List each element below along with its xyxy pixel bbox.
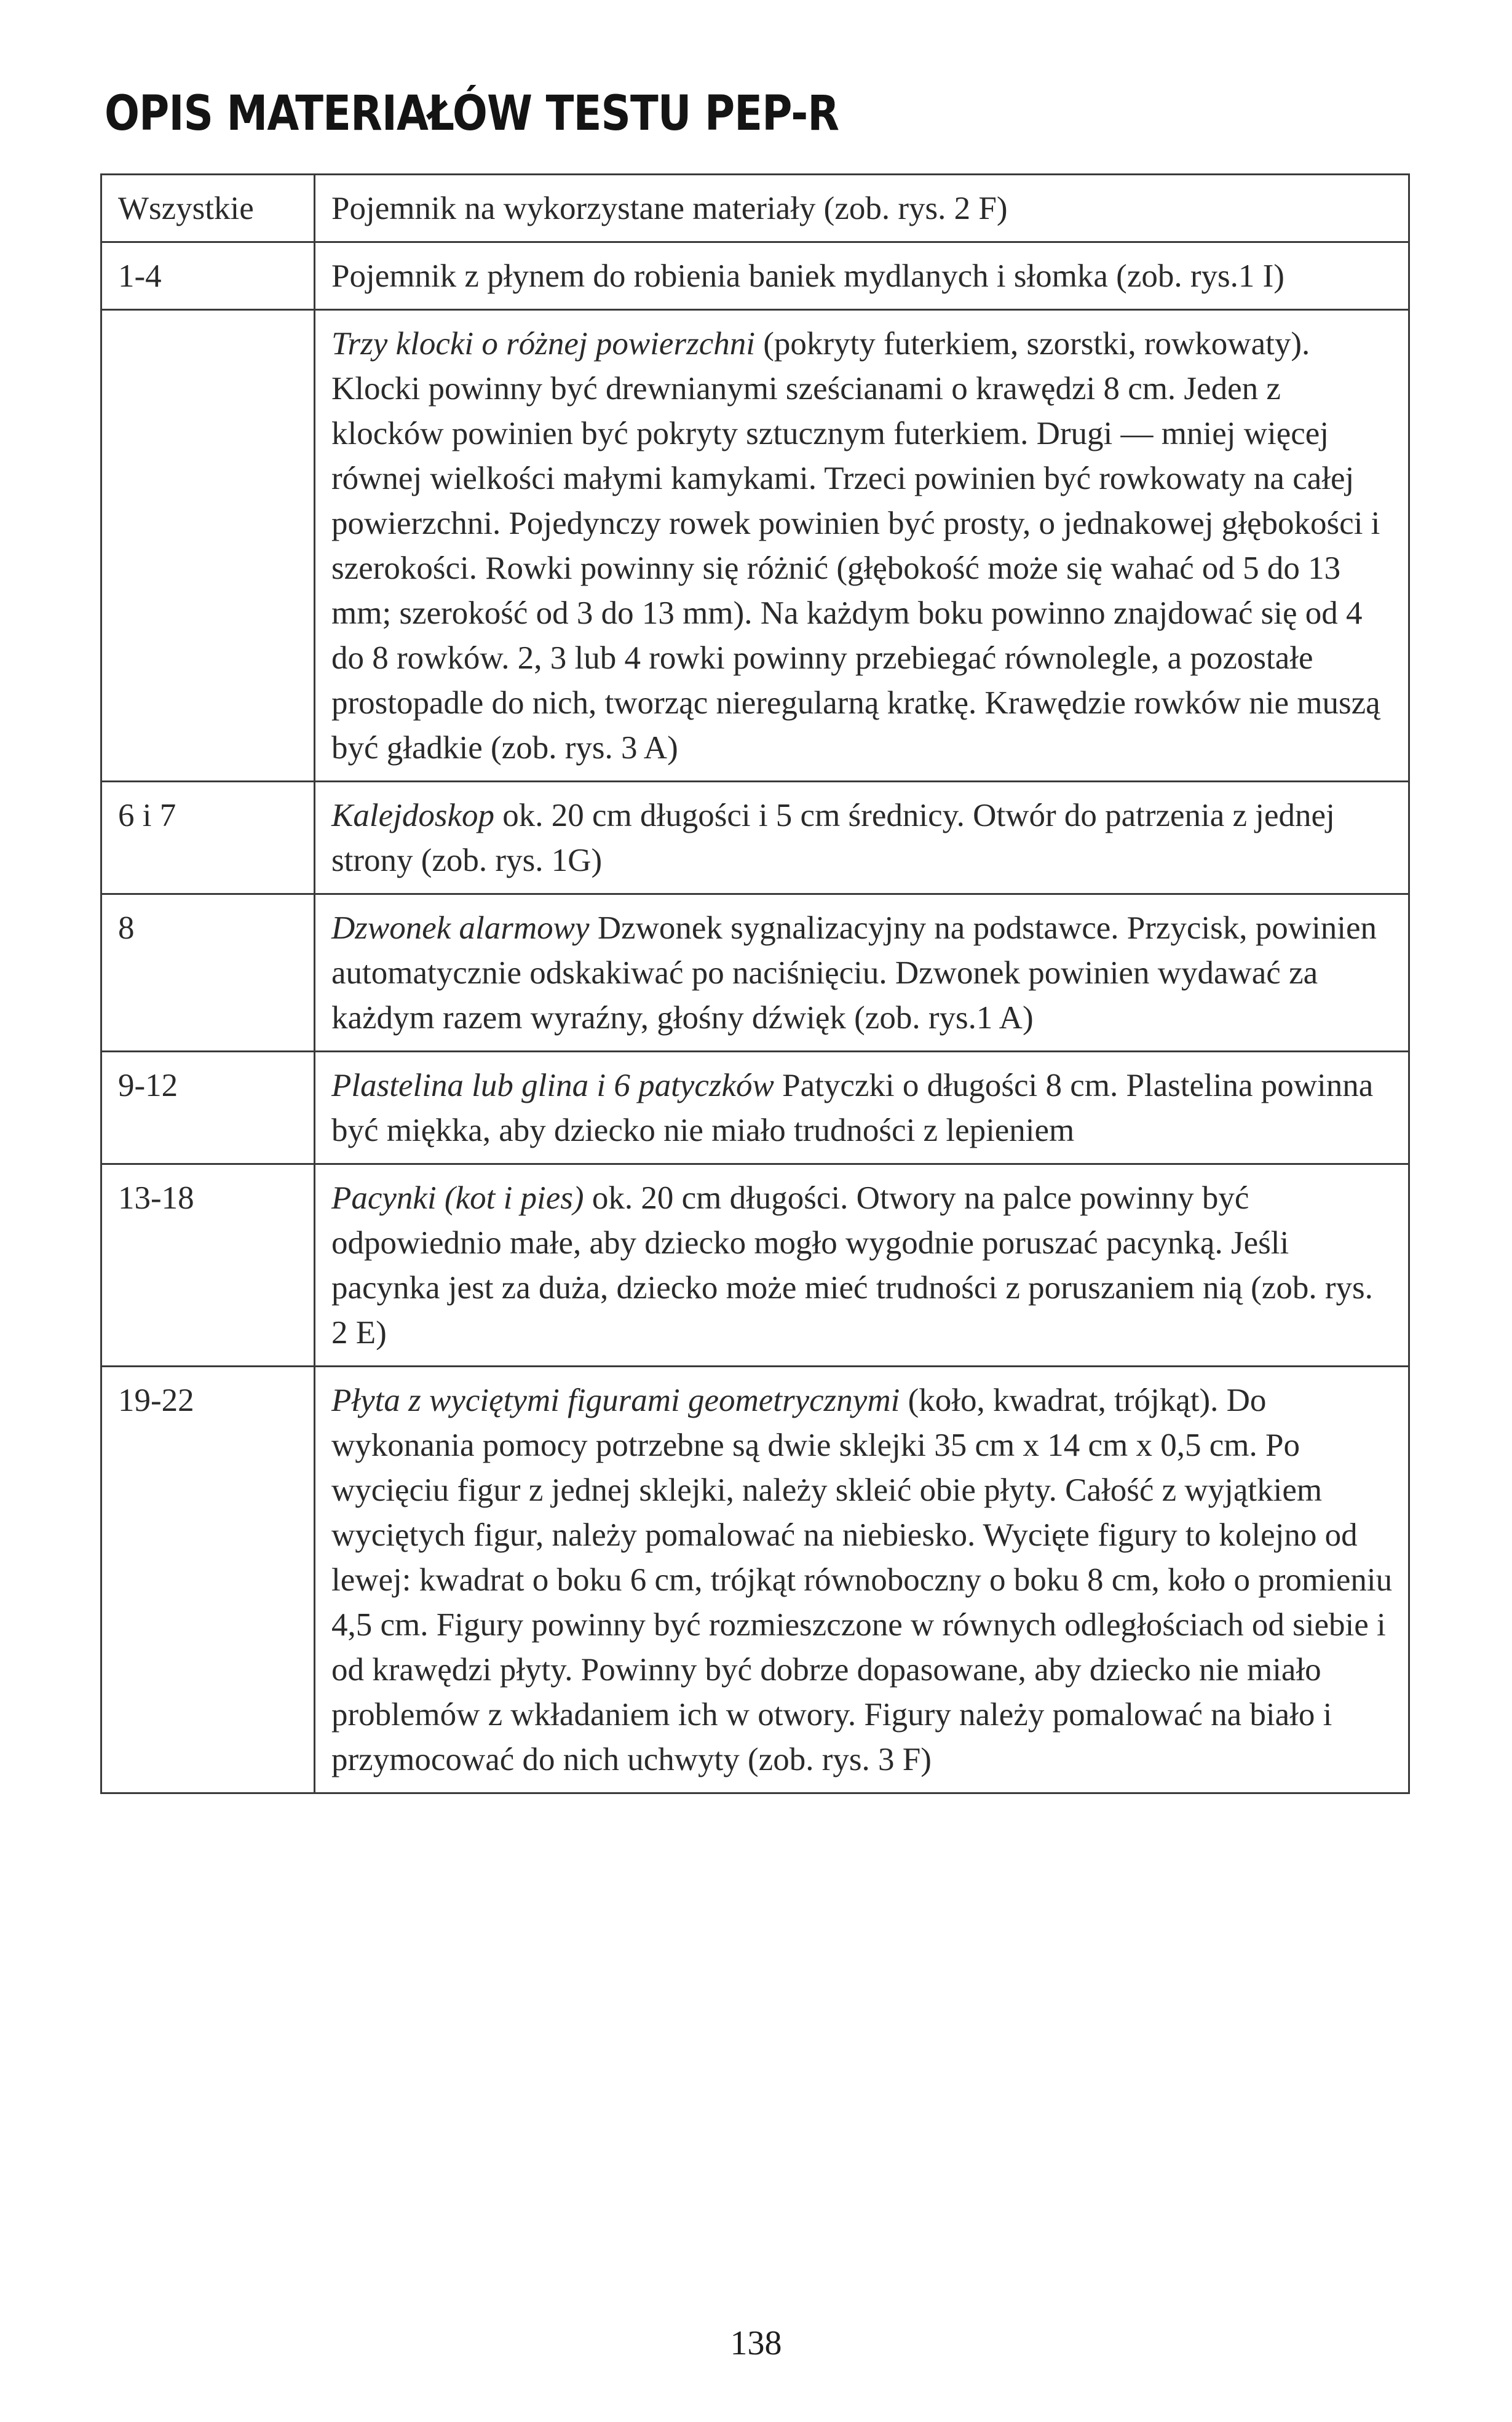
material-text: (koło, kwadrat, trójkąt). Do wykonania pomocy potrzebne są dwie sklejki 35 cm x 14 cm x 0,5 cm. Po wycięciu figur z jednej sklejki, należy skleić obie płyty. Całość z wyjątkiem wyciętych figur, należy pomalować na niebiesko. Wycięte figury to kolejno od lewej: kwadrat o boku 6 cm, trójkąt równoboczny o boku 8 cm, koło o promieniu 4,5 cm. Figury powinny być rozmieszczone w równych odległościach od siebie i od krawędzi płyty. Powinny być dobrze dopasowane, aby dziecko nie miało problemów z wkładaniem ich w otwory. Figury należy pomalować na biało i przymocować do nich uchwyty (zob. rys. 3 F) [331, 1383, 1393, 1777]
material-description [315, 175, 1409, 242]
table-row [101, 175, 1409, 242]
item-range: 1-4 [101, 242, 315, 310]
material-description [315, 310, 1409, 782]
material-name: Dzwonek alarmowy [331, 910, 590, 946]
materials-table [100, 173, 1410, 1794]
table-row [101, 894, 1409, 1052]
table-row [101, 1052, 1409, 1164]
material-text: (pokryty futerkiem, szorstki, rowkowaty). Klocki powinny być drewnianymi sześcianami o krawędzi 8 cm. Jeden z klocków powinien być pokryty sztucznym futerkiem. Drugi — mniej więcej równej wielkości małymi kamykami. Trzeci powinien być rowkowaty na całej powierzchni. Pojedynczy rowek powinien być prosty, o jednakowej głębokości i szerokości. Rowki powinny się różnić (głębokość może się wahać od 5 do 13 mm; szerokość od 3 do 13 mm). Na każdym boku powinno znajdować się od 4 do 8 rowków. 2, 3 lub 4 rowki powinny przebiegać równolegle, a pozostałe prostopadle do nich, tworząc nieregularną kratkę. Krawędzie rowków nie muszą być gładkie (zob. rys. 3 A) [331, 326, 1380, 766]
item-range: 9-12 [101, 1052, 315, 1164]
material-name: Kalejdoskop [331, 798, 494, 833]
item-range: 8 [101, 894, 315, 1052]
item-range: 6 i 7 [101, 782, 315, 894]
material-description [315, 1164, 1409, 1367]
material-text: ok. 20 cm długości. Otwory na palce powinny być odpowiednio małe, aby dziecko mogło wygodnie poruszać pacynką. Jeśli pacynka jest za duża, dziecko może mieć trudności z poruszaniem nią (zob. rys. 2 E) [331, 1180, 1373, 1351]
material-description [315, 782, 1409, 894]
table-row [101, 242, 1409, 310]
material-name: Trzy klocki o różnej powierzchni [331, 326, 755, 362]
material-text: Pojemnik z płynem do robienia baniek mydlanych i słomka (zob. rys.1 I) [331, 258, 1284, 294]
material-description [315, 894, 1409, 1052]
material-text: Pojemnik na wykorzystane materiały (zob. rys. 2 F) [331, 191, 1008, 226]
material-description [315, 242, 1409, 310]
material-name: Pacynki (kot i pies) [331, 1180, 584, 1216]
page-number: 138 [730, 2324, 782, 2362]
material-text: ok. 20 cm długości i 5 cm średnicy. Otwór do patrzenia z jednej strony (zob. rys. 1G) [331, 798, 1335, 878]
table-row [101, 310, 1409, 782]
material-text: Patyczki o długości 8 cm. Plastelina powinna być miękka, aby dziecko nie miało trudności z lepieniem [331, 1068, 1374, 1148]
page-title: OPIS MATERIAŁÓW TESTU PEP-R [105, 86, 839, 141]
item-range: 19-22 [101, 1367, 315, 1793]
table-row [101, 782, 1409, 894]
material-description [315, 1367, 1409, 1793]
table-row [101, 1367, 1409, 1793]
item-range: 13-18 [101, 1164, 315, 1367]
material-name: Plastelina lub glina i 6 patyczków [331, 1068, 774, 1103]
material-text: Dzwonek sygnalizacyjny na podstawce. Przycisk, powinien automatycznie odskakiwać po naciśnięciu. Dzwonek powinien wydawać za każdym razem wyraźny, głośny dźwięk (zob. rys.1 A) [331, 910, 1377, 1036]
table-row [101, 1164, 1409, 1367]
item-range: Wszystkie [101, 175, 315, 242]
material-description [315, 1052, 1409, 1164]
item-range [101, 310, 315, 782]
material-name: Płyta z wyciętymi figurami geometrycznymi [331, 1383, 900, 1418]
